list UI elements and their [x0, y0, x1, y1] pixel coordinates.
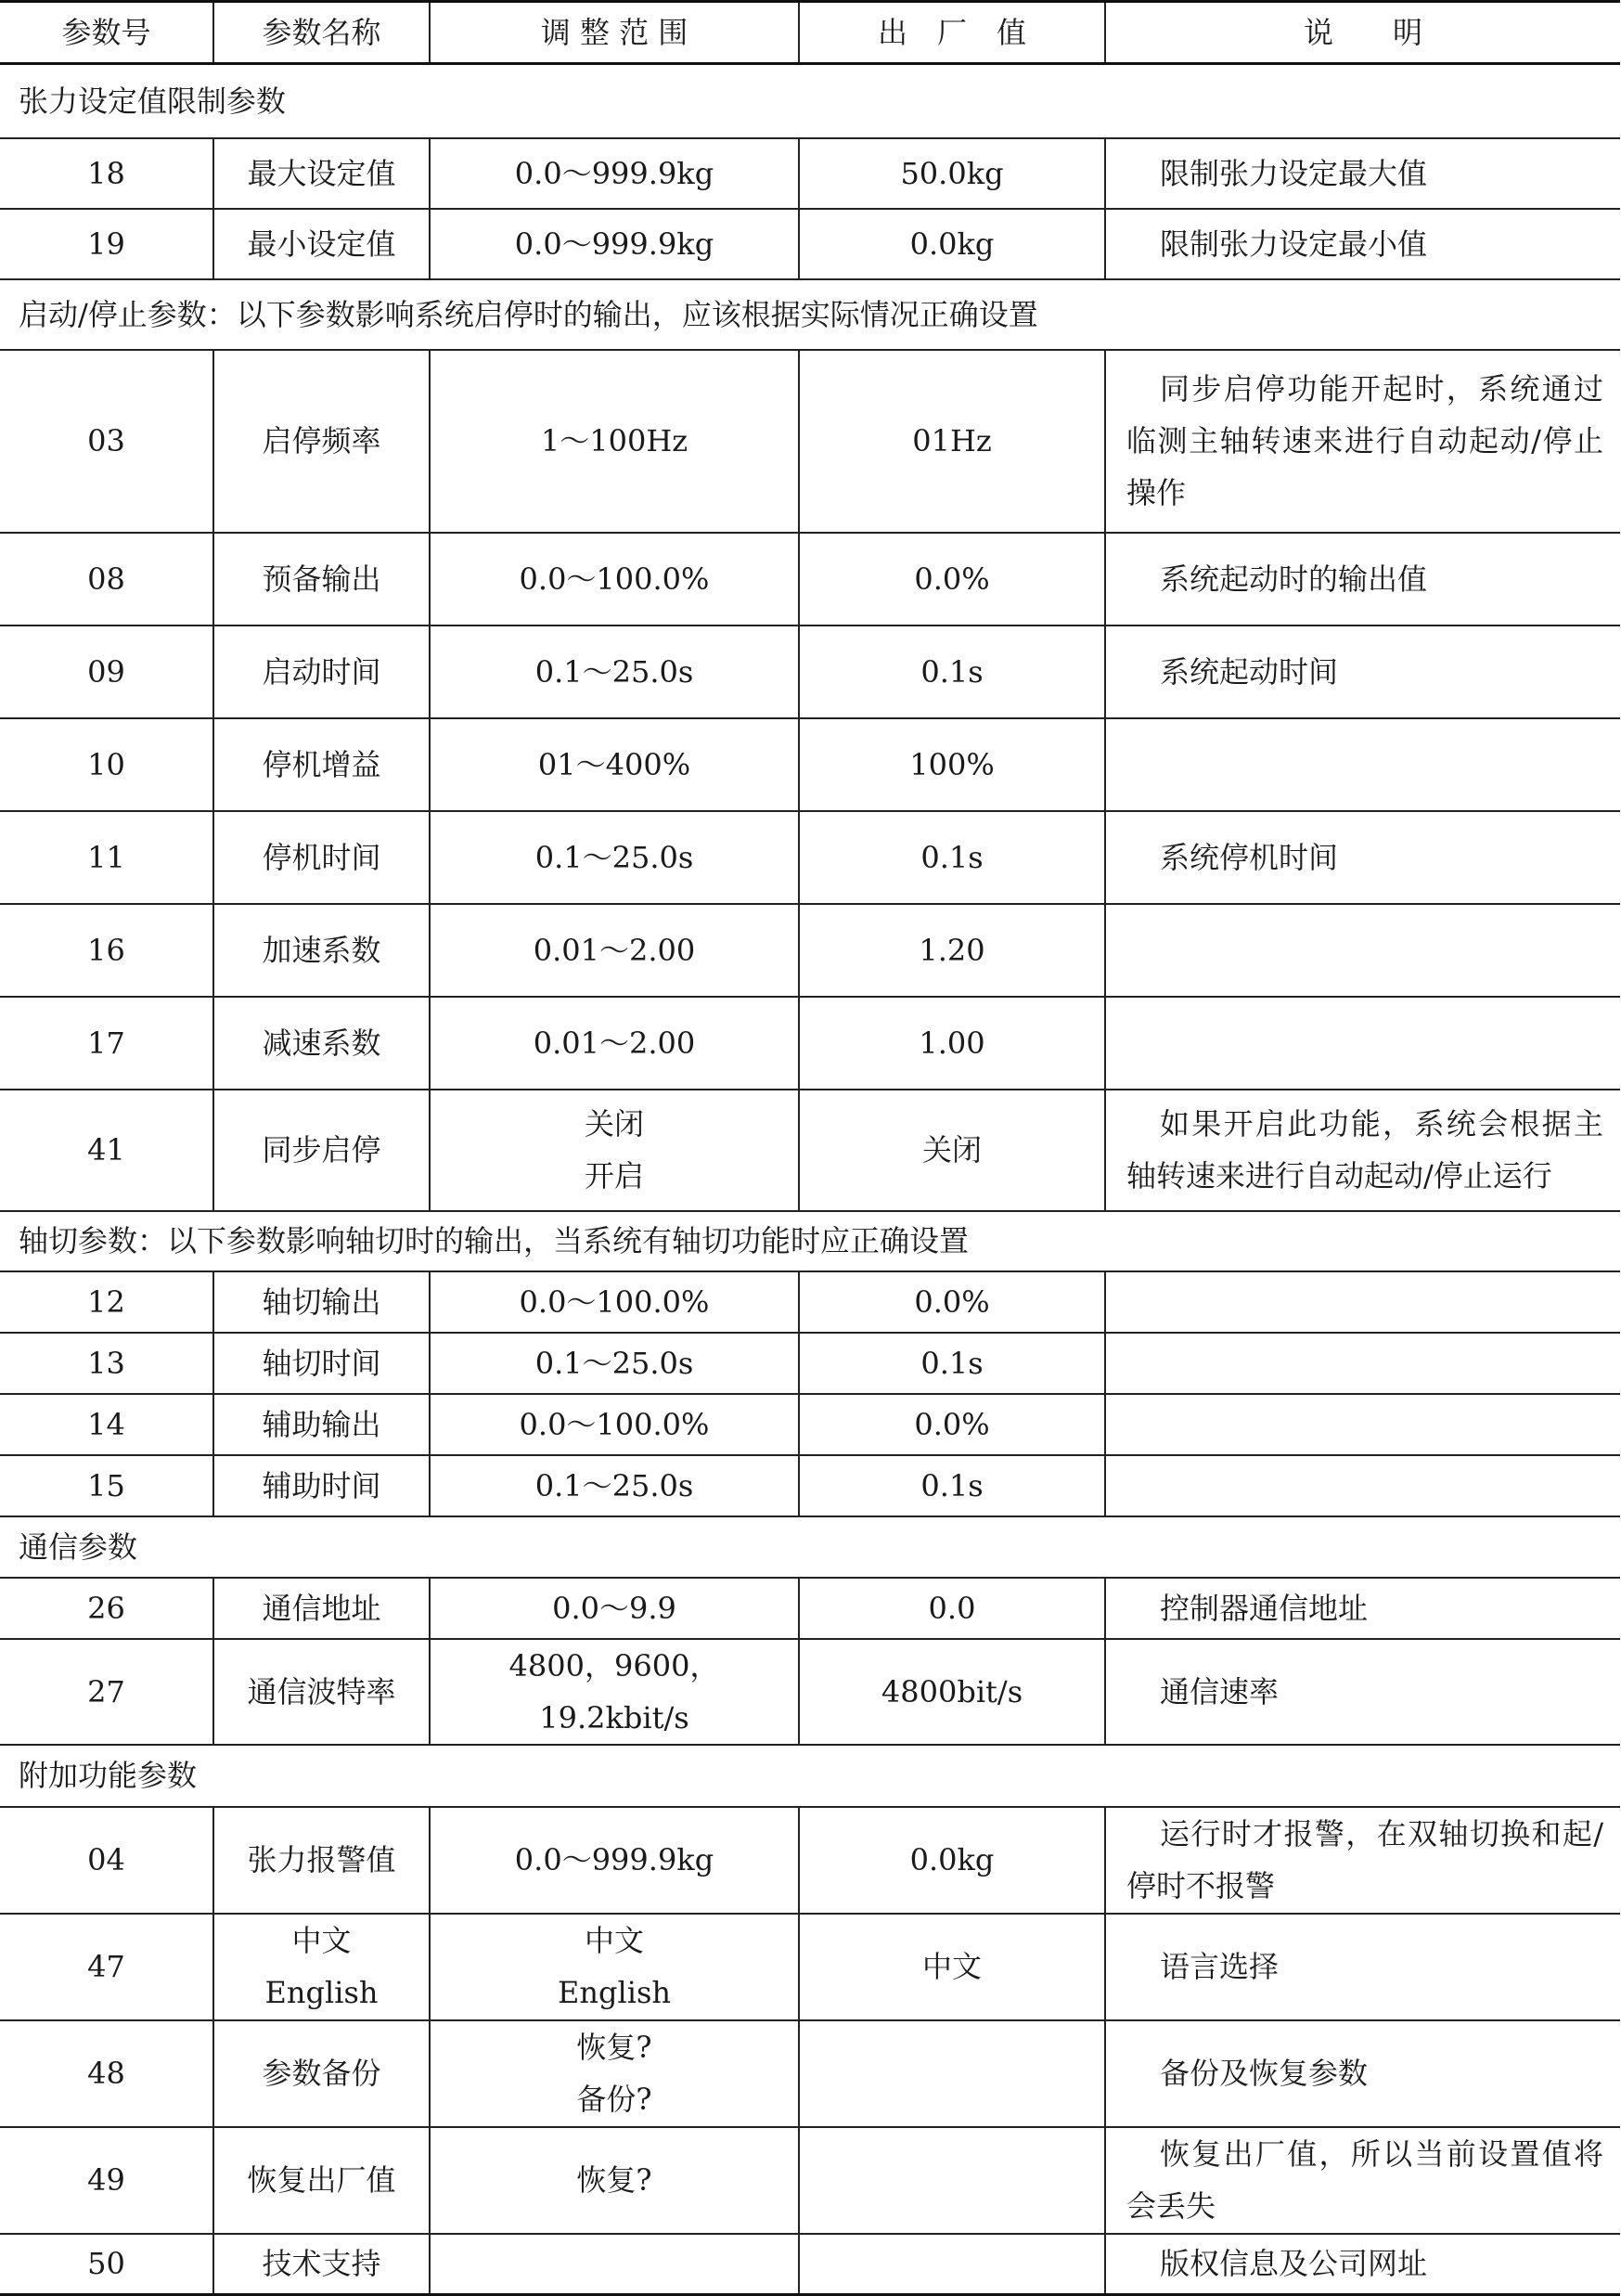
range-cell — [430, 350, 799, 533]
param-no-cell: 14 — [0, 1394, 213, 1455]
param-name-line: 辅助输出 — [262, 1406, 381, 1442]
description-cell — [1105, 1578, 1620, 1639]
param-no-cell: 16 — [0, 904, 213, 997]
description-text: 运行时才报警，在双轴切换和起/停时不报警 — [1126, 1816, 1603, 1903]
range-cell — [430, 904, 799, 997]
table-row — [0, 209, 1620, 279]
description-cell — [1105, 1333, 1620, 1394]
param-name-cell — [213, 1639, 430, 1745]
table-row — [0, 1914, 1620, 2020]
range-cell — [430, 1807, 799, 1914]
default-value-cell — [799, 2127, 1105, 2234]
description-cell — [1105, 138, 1620, 209]
param-name-line: 张力报警值 — [247, 1842, 396, 1877]
param-name-line: 同步启停 — [262, 1132, 381, 1167]
param-no-cell: 18 — [0, 138, 213, 209]
param-no-cell: 10 — [0, 718, 213, 811]
param-name-line: 预备输出 — [262, 561, 381, 597]
description-cell — [1105, 1914, 1620, 2020]
default-value-cell: 4800bit/s — [799, 1639, 1105, 1745]
section-row — [0, 279, 1620, 350]
param-name-cell — [213, 1914, 430, 2020]
param-name-line: 加速系数 — [262, 932, 381, 968]
table-row — [0, 904, 1620, 997]
description-cell — [1105, 1271, 1620, 1333]
param-name-line: 启动时间 — [262, 653, 381, 690]
param-name-line: 最大设定值 — [247, 155, 396, 191]
description-text: 通信速率 — [1160, 1673, 1280, 1709]
header-default: 出 厂 值 — [799, 2, 1105, 64]
param-no-cell: 04 — [0, 1807, 213, 1914]
param-name-cell — [213, 997, 430, 1090]
table-row — [0, 533, 1620, 626]
range-line: 0.0～999.9kg — [514, 226, 714, 262]
section-row — [0, 1211, 1620, 1271]
section-title: 启动/停止参数：以下参数影响系统启停时的输出，应该根据实际情况正确设置 — [0, 279, 1620, 350]
range-line: 关闭 — [584, 1106, 644, 1142]
description-cell — [1105, 1455, 1620, 1516]
table-row — [0, 2020, 1620, 2127]
param-name-cell — [213, 718, 430, 811]
range-line: 1～100Hz — [540, 423, 688, 458]
default-value-cell: 0.1s — [799, 626, 1105, 718]
default-value-cell: 0.0% — [799, 1271, 1105, 1333]
param-name-cell — [213, 1807, 430, 1914]
description-cell — [1105, 2020, 1620, 2127]
range-cell — [430, 1639, 799, 1745]
default-value-cell — [799, 2020, 1105, 2127]
default-value-cell: 关闭 — [799, 1090, 1105, 1211]
range-line: 中文 — [584, 1923, 644, 1958]
table-row — [0, 2234, 1620, 2295]
param-name-cell — [213, 1333, 430, 1394]
default-value-cell: 0.0kg — [799, 1807, 1105, 1914]
table-row — [0, 1807, 1620, 1914]
param-no-cell: 26 — [0, 1578, 213, 1639]
table-row — [0, 350, 1620, 533]
param-name-cell — [213, 1090, 430, 1211]
param-no-cell: 47 — [0, 1914, 213, 2020]
param-no-cell: 50 — [0, 2234, 213, 2295]
param-name-line: 恢复出厂值 — [247, 2162, 396, 2198]
section-title: 通信参数 — [0, 1516, 1620, 1578]
param-name-line: 中文 — [291, 1923, 352, 1958]
param-no-cell: 41 — [0, 1090, 213, 1211]
default-value-cell — [799, 2234, 1105, 2295]
range-cell — [430, 1333, 799, 1394]
range-line: English — [558, 1975, 671, 2010]
range-line: 开启 — [584, 1158, 644, 1193]
description-cell — [1105, 997, 1620, 1090]
description-cell — [1105, 1639, 1620, 1745]
param-name-cell — [213, 2020, 430, 2127]
range-line: 0.1～25.0s — [534, 839, 694, 875]
range-cell — [430, 209, 799, 279]
param-name-line: 减速系数 — [262, 1025, 381, 1061]
description-cell — [1105, 2234, 1620, 2295]
table-row — [0, 1333, 1620, 1394]
description-text: 备份及恢复参数 — [1160, 2056, 1369, 2091]
range-line: 01～400% — [537, 746, 691, 782]
range-line: 恢复? — [576, 2162, 652, 2198]
param-no-cell: 49 — [0, 2127, 213, 2234]
param-no-cell: 17 — [0, 997, 213, 1090]
table-body — [0, 64, 1620, 2295]
description-cell — [1105, 904, 1620, 997]
range-line: 0.1～25.0s — [534, 653, 694, 690]
description-text: 系统起动时间 — [1160, 653, 1339, 690]
param-name-cell — [213, 533, 430, 626]
table-row — [0, 626, 1620, 718]
default-value-cell: 0.1s — [799, 1333, 1105, 1394]
range-cell — [430, 1455, 799, 1516]
table-row — [0, 1639, 1620, 1745]
param-name-cell — [213, 904, 430, 997]
param-name-line: 最小设定值 — [247, 226, 396, 262]
param-name-cell — [213, 2234, 430, 2295]
param-name-line: 轴切输出 — [262, 1283, 381, 1320]
description-text: 系统起动时的输出值 — [1160, 561, 1428, 597]
header-row — [0, 2, 1620, 64]
range-line: 0.0～999.9kg — [514, 155, 714, 191]
range-line: 0.01～2.00 — [533, 1025, 696, 1061]
param-no-cell: 13 — [0, 1333, 213, 1394]
default-value-cell: 0.0% — [799, 533, 1105, 626]
default-value-cell: 0.0 — [799, 1578, 1105, 1639]
param-no-cell: 03 — [0, 350, 213, 533]
table-row — [0, 1271, 1620, 1333]
range-cell — [430, 811, 799, 904]
param-no-cell: 15 — [0, 1455, 213, 1516]
param-name-line: English — [264, 1975, 379, 2010]
param-no-cell: 09 — [0, 626, 213, 718]
range-cell — [430, 2020, 799, 2127]
description-cell — [1105, 1807, 1620, 1914]
description-cell — [1105, 533, 1620, 626]
description-text: 限制张力设定最大值 — [1160, 155, 1428, 191]
param-name-cell — [213, 626, 430, 718]
section-title: 轴切参数：以下参数影响轴切时的输出，当系统有轴切功能时应正确设置 — [0, 1211, 1620, 1271]
header-range: 调 整 范 围 — [430, 2, 799, 64]
range-cell — [430, 2234, 799, 2295]
param-name-line: 轴切时间 — [262, 1345, 381, 1381]
section-row — [0, 1745, 1620, 1807]
table-row — [0, 1394, 1620, 1455]
range-cell — [430, 1394, 799, 1455]
default-value-cell: 0.0kg — [799, 209, 1105, 279]
range-line: 0.0～100.0% — [519, 561, 710, 597]
range-line: 0.1～25.0s — [534, 1467, 694, 1503]
table-row — [0, 1090, 1620, 1211]
description-text: 同步启停功能开起时，系统通过临测主轴转速来进行自动起动/停止操作 — [1126, 371, 1603, 510]
param-name-line: 参数备份 — [262, 2056, 381, 2091]
header-description: 说 明 — [1105, 2, 1620, 64]
section-title: 张力设定值限制参数 — [0, 64, 1620, 138]
table-row — [0, 1578, 1620, 1639]
range-cell — [430, 138, 799, 209]
section-title: 附加功能参数 — [0, 1745, 1620, 1807]
description-text: 恢复出厂值，所以当前设置值将会丢失 — [1126, 2136, 1603, 2224]
param-name-cell — [213, 2127, 430, 2234]
param-name-cell — [213, 1578, 430, 1639]
description-text: 系统停机时间 — [1160, 839, 1339, 875]
table-row — [0, 997, 1620, 1090]
range-cell — [430, 718, 799, 811]
param-name-cell — [213, 1394, 430, 1455]
range-line: 0.0～100.0% — [519, 1283, 710, 1320]
section-row — [0, 1516, 1620, 1578]
param-name-cell — [213, 350, 430, 533]
range-cell — [430, 626, 799, 718]
section-row — [0, 64, 1620, 138]
range-cell — [430, 1090, 799, 1211]
param-no-cell: 08 — [0, 533, 213, 626]
table-row — [0, 718, 1620, 811]
table-row — [0, 138, 1620, 209]
default-value-cell: 1.00 — [799, 997, 1105, 1090]
range-cell — [430, 533, 799, 626]
range-line: 备份? — [576, 2082, 652, 2117]
default-value-cell: 0.1s — [799, 811, 1105, 904]
param-name-line: 停机增益 — [262, 746, 381, 782]
param-name-line: 通信地址 — [262, 1590, 381, 1626]
description-text: 限制张力设定最小值 — [1160, 226, 1428, 262]
default-value-cell: 中文 — [799, 1914, 1105, 2020]
table-row — [0, 2127, 1620, 2234]
table-row — [0, 1455, 1620, 1516]
description-text: 语言选择 — [1160, 1949, 1280, 1984]
param-no-cell: 19 — [0, 209, 213, 279]
default-value-cell: 0.0% — [799, 1394, 1105, 1455]
param-no-cell: 27 — [0, 1639, 213, 1745]
default-value-cell: 0.1s — [799, 1455, 1105, 1516]
range-cell — [430, 1271, 799, 1333]
param-name-line: 停机时间 — [262, 839, 381, 875]
description-cell — [1105, 1090, 1620, 1211]
param-no-cell: 11 — [0, 811, 213, 904]
param-name-line: 启停频率 — [262, 423, 381, 458]
param-name-cell — [213, 811, 430, 904]
param-no-cell: 48 — [0, 2020, 213, 2127]
range-line: 恢复? — [576, 2030, 652, 2065]
description-cell — [1105, 350, 1620, 533]
description-text: 控制器通信地址 — [1160, 1590, 1369, 1626]
range-cell — [430, 1578, 799, 1639]
param-name-cell — [213, 138, 430, 209]
description-cell — [1105, 718, 1620, 811]
default-value-cell: 01Hz — [799, 350, 1105, 533]
table-row — [0, 811, 1620, 904]
description-cell — [1105, 626, 1620, 718]
default-value-cell: 1.20 — [799, 904, 1105, 997]
range-cell — [430, 1914, 799, 2020]
description-cell — [1105, 1394, 1620, 1455]
param-name-cell — [213, 1271, 430, 1333]
description-cell — [1105, 2127, 1620, 2234]
param-name-cell — [213, 1455, 430, 1516]
description-text: 版权信息及公司网址 — [1160, 2246, 1428, 2282]
range-line: 0.0～100.0% — [519, 1406, 710, 1442]
header-param-no: 参数号 — [0, 2, 213, 64]
range-line: 0.0～9.9 — [552, 1590, 676, 1626]
description-text: 如果开启此功能，系统会根据主轴转速来进行自动起动/停止运行 — [1126, 1106, 1603, 1193]
default-value-cell: 50.0kg — [799, 138, 1105, 209]
range-line: 0.1～25.0s — [534, 1345, 694, 1381]
range-line: 0.0～999.9kg — [514, 1842, 714, 1877]
param-name-line: 通信波特率 — [247, 1673, 396, 1709]
range-cell — [430, 997, 799, 1090]
param-name-cell — [213, 209, 430, 279]
param-no-cell: 12 — [0, 1271, 213, 1333]
range-cell — [430, 2127, 799, 2234]
param-name-line: 辅助时间 — [262, 1467, 381, 1503]
header-param-name: 参数名称 — [213, 2, 430, 64]
range-line: 0.01～2.00 — [533, 932, 696, 968]
description-cell — [1105, 811, 1620, 904]
default-value-cell: 100% — [799, 718, 1105, 811]
param-name-line: 技术支持 — [262, 2246, 381, 2282]
range-line: 4800，9600，19.2kbit/s — [508, 1647, 720, 1735]
description-cell — [1105, 209, 1620, 279]
